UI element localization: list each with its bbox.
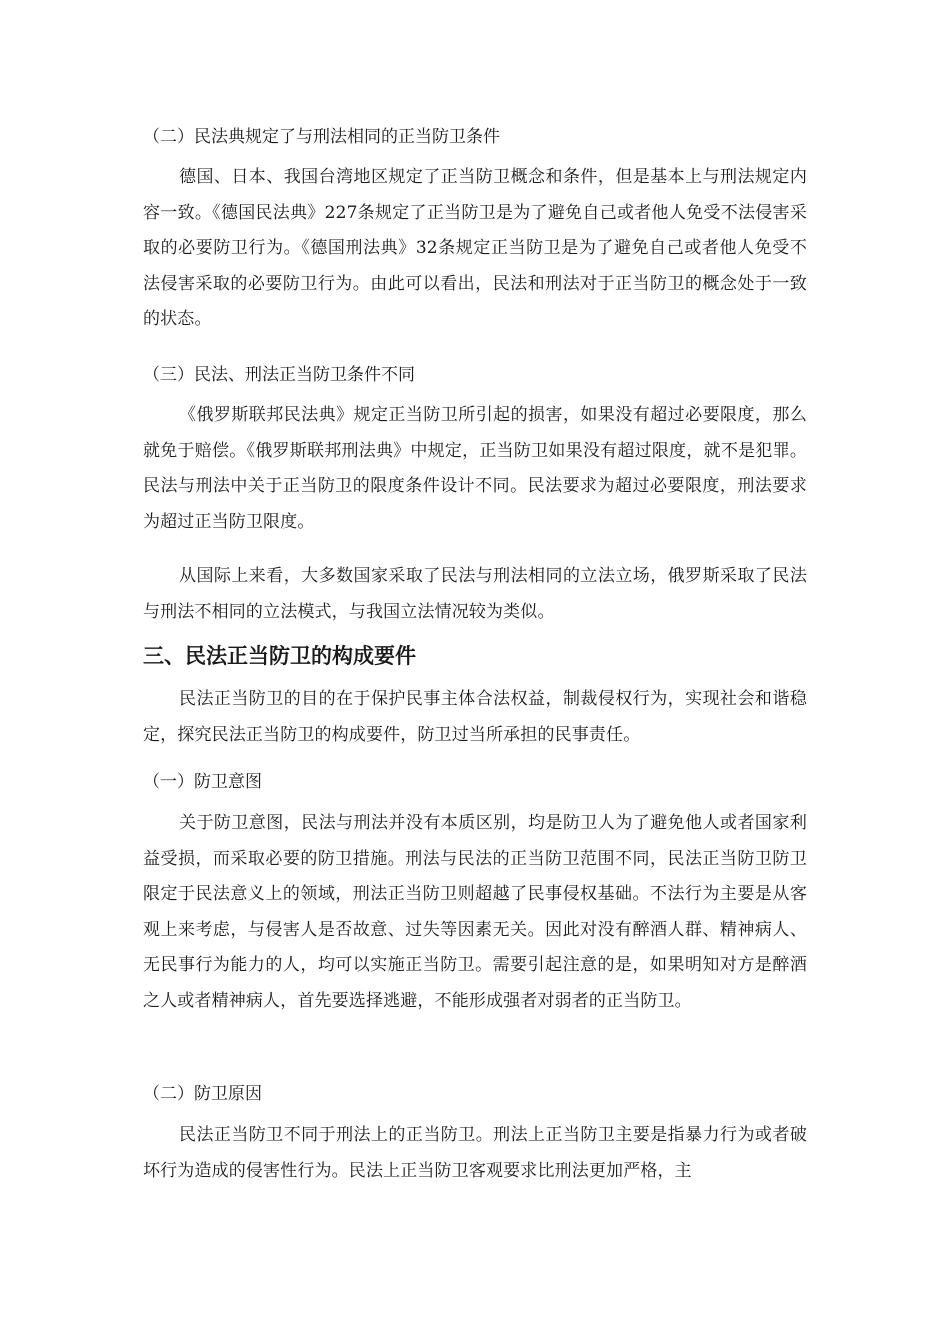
paragraph-defense-cause: 民法正当防卫不同于刑法上的正当防卫。刑法上正当防卫主要是指暴力行为或者破坏行为造成的侵害性行为。民法上正当防卫客观要求比刑法更加严格，主: [143, 1125, 807, 1181]
paragraph-purpose-of-defense: 民法正当防卫的目的在于保护民事主体合法权益，制裁侵权行为，实现社会和谐稳定，探究民法正当防卫的构成要件，防卫过当所承担的民事责任。: [143, 689, 807, 745]
subsection-heading-defense-conditions-same: （二）民法典规定了与刑法相同的正当防卫条件: [143, 127, 500, 147]
subsection-heading-defense-intent: （一）防卫意图: [143, 772, 262, 792]
paragraph-defense-intent: 关于防卫意图，民法与刑法并没有本质区别，均是防卫人为了避免他人或者国家利益受损，而采取必要的防卫措施。刑法与民法的正当防卫范围不同，民法正当防卫防卫限定于民法意义上的领域，刑法正当防卫则超越了民事侵权基础。不法行为主要是从客观上来考虑，与侵害人是否故意、过失等因素无关。因此对没有醉酒人群、精神病人、无民事行为能力的人，均可以实施正当防卫。需要引起注意的是，如果明知对方是醉酒之人或者精神病人，首先要选择逃避，不能形成强者对弱者的正当防卫。: [143, 813, 807, 1011]
paragraph-germany-japan-taiwan: 德国、日本、我国台湾地区规定了正当防卫概念和条件，但是基本上与刑法规定内容一致。《德国民法典》227条规定了正当防卫是为了避免自己或者他人免受不法侵害采取的必要防卫行为。《德国刑法典》32条规定正当防卫是为了避免自己或者他人免受不法侵害采取的必要防卫行为。由此可以看出，民法和刑法对于正当防卫的概念处于一致的状态。: [143, 167, 807, 329]
paragraph-international-view: 从国际上来看，大多数国家采取了民法与刑法相同的立法立场，俄罗斯采取了民法与刑法不相同的立法模式，与我国立法情况较为类似。: [143, 566, 807, 622]
subsection-heading-defense-cause: （二）防卫原因: [143, 1084, 262, 1104]
paragraph-russia-civil-code: 《俄罗斯联邦民法典》规定正当防卫所引起的损害，如果没有超过必要限度，那么就免于赔偿。《俄罗斯联邦刑法典》中规定，正当防卫如果没有超过限度，就不是犯罪。民法与刑法中关于正当防卫的限度条件设计不同。民法要求为超过必要限度，刑法要求为超过正当防卫限度。: [143, 405, 807, 532]
section-heading-constituent-elements: 三、民法正当防卫的构成要件: [143, 644, 416, 668]
subsection-heading-defense-conditions-different: （三）民法、刑法正当防卫条件不同: [143, 365, 415, 385]
